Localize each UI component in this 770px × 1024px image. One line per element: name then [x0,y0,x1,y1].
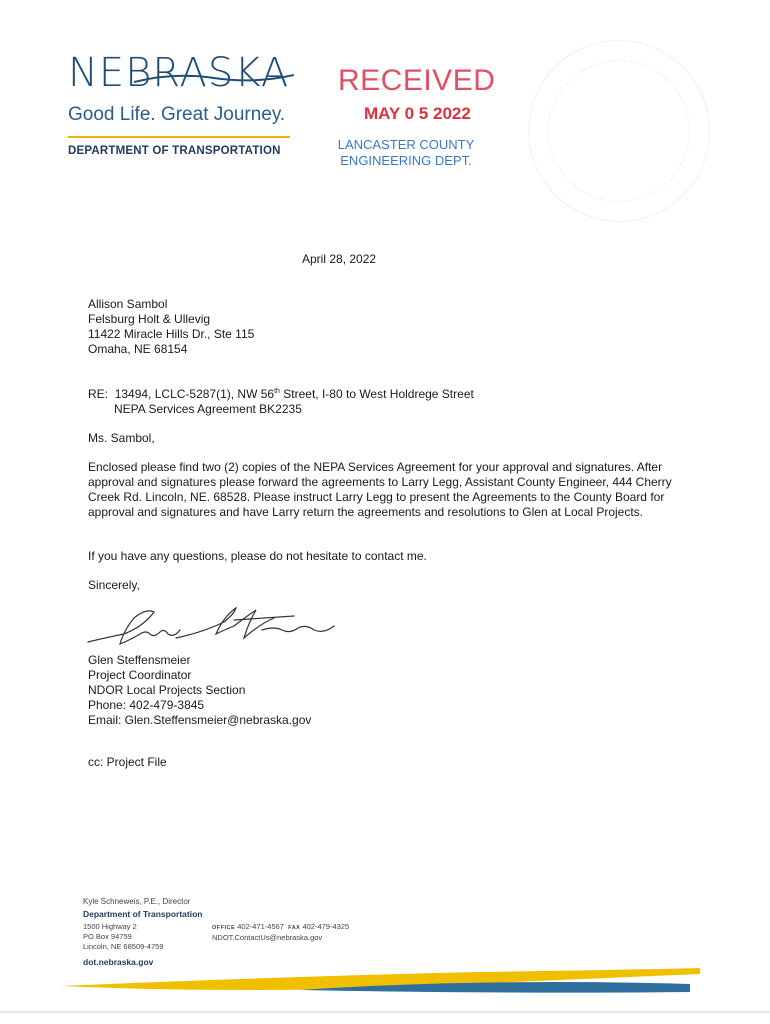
received-stamp-date: MAY 0 5 2022 [364,104,471,123]
footer-website: dot.nebraska.gov [83,957,154,967]
re-label: RE: [88,387,109,401]
signer-title: Project Coordinator [88,668,192,682]
footer-address-line1: 1500 Highway 2 [83,922,137,931]
signature-block [88,653,311,728]
body-paragraph-2: If you have any questions, please do not hesitate to contact me. [88,549,427,563]
office-phone: 402-471-4567 [237,922,284,931]
re-text-a: 13494, LCLC-5287(1), NW 56 [114,387,275,401]
signer-phone: Phone: 402-479-3845 [88,698,205,712]
footer-email: NDOT.ContactUs@nebraska.gov [212,933,323,942]
recipient-address [88,297,254,357]
re-sup: th [274,388,280,395]
signer-section: NDOR Local Projects Section [88,683,246,697]
footer-department: Department of Transportation [83,909,203,919]
recipient-city: Omaha, NE 68154 [88,342,188,356]
subject-line [88,384,474,417]
signer-name: Glen Steffensmeier [88,653,191,667]
fax-phone: 402-479-4325 [302,922,350,931]
recipient-company: Felsburg Holt & Ullevig [88,312,211,326]
re-text-b: Street, I-80 to West Holdrege Street [279,387,474,401]
salutation: Ms. Sambol, [88,431,155,445]
footer-address-line3: Lincoln, NE 68509-4759 [83,942,164,951]
handwritten-signature [84,604,344,654]
signer-email: Email: Glen.Steffensmeier@nebraska.gov [88,713,312,727]
letterhead-divider [68,136,290,138]
office-label: OFFICE [212,925,236,931]
cc-line: cc: Project File [88,755,167,769]
recipient-street: 11422 Miracle Hills Dr., Ste 115 [88,327,255,341]
received-stamp-title: RECEIVED [338,64,496,97]
logo-swoosh-icon [134,72,294,86]
recipient-name: Allison Sambol [88,297,168,311]
footer-phones [212,922,349,933]
fax-label: FAX [288,925,301,931]
subject-line-2: NEPA Services Agreement BK2235 [114,402,302,416]
letter-date: April 28, 2022 [302,252,377,266]
received-stamp-org [326,137,486,169]
footer-contact [212,922,349,943]
tagline: Good Life. Great Journey. [68,104,286,125]
nebraska-logo: NEBRASKA [68,50,290,96]
footer-decorative-bands [0,964,770,1024]
body-paragraph-1: Enclosed please find two (2) copies of the NEPA Services Agreement for your approval and signatures. After approval and signatures please forward the agreements to Larry Legg, Assistant County Engineer, 444 Cherry Creek Rd. Lincoln, NE. 68528. Please instruct Larry Legg to present the Agreements to the County Board for approval and signatures and have Larry return the agreements and resolutions to Glen at Local Projects. [88,460,672,519]
closing: Sincerely, [88,578,140,592]
department-name: DEPARTMENT OF TRANSPORTATION [68,145,281,157]
stamp-org-line2: ENGINEERING DEPT. [340,153,472,168]
stamp-org-line1: LANCASTER COUNTY [337,137,475,152]
footer-director: Kyle Schneweis, P.E., Director [83,897,191,906]
faded-seal-inner-ring [548,60,690,202]
subject-line-1 [88,384,474,402]
footer-address [83,922,163,952]
footer-address-line2: PO Box 94759 [83,932,132,941]
